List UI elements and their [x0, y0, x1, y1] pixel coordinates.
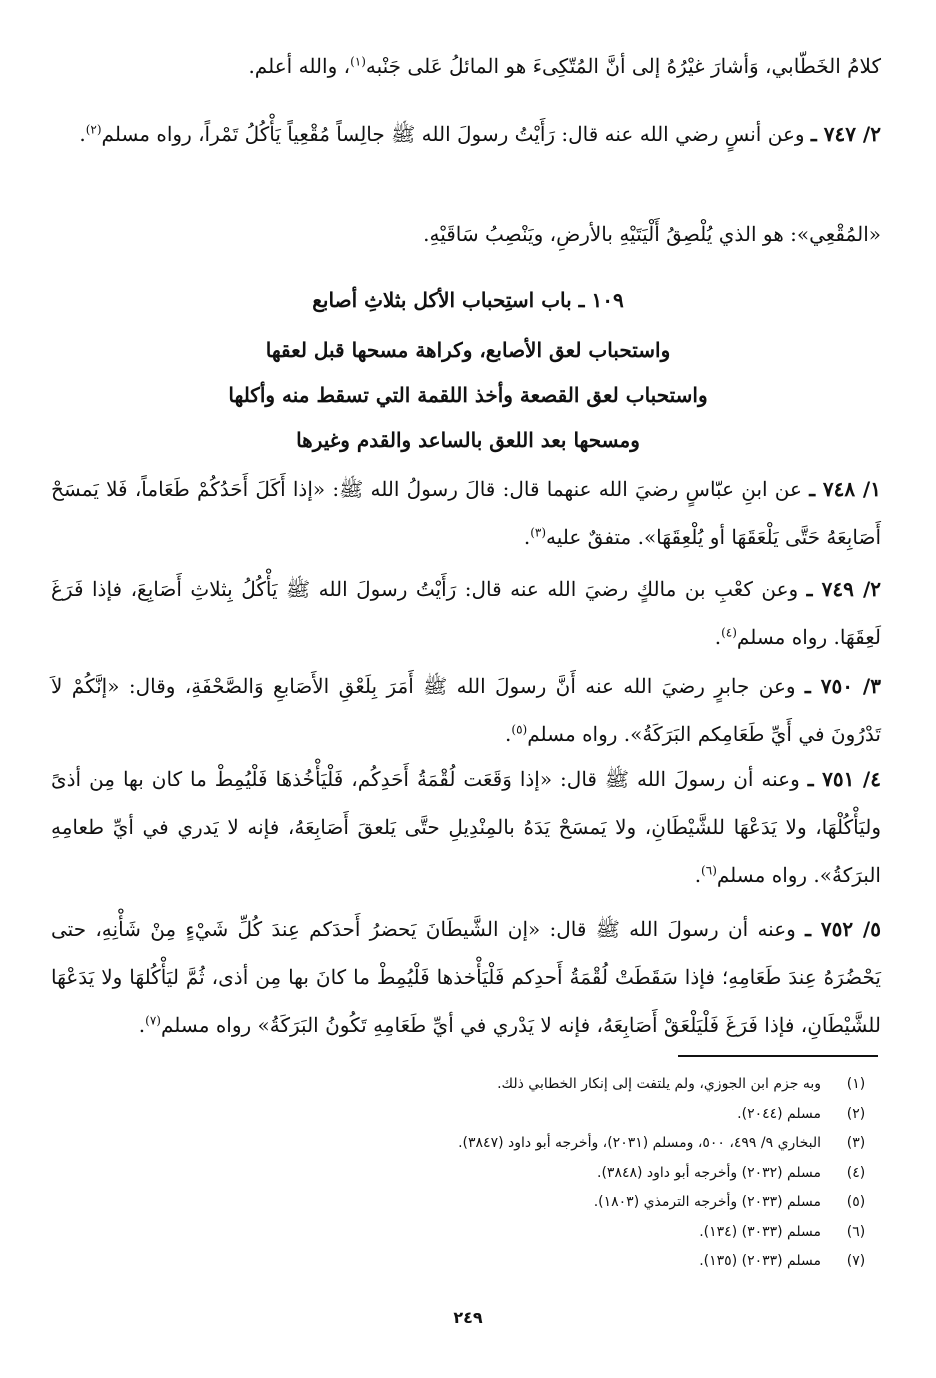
footnotes-section: [51, 1070, 881, 1277]
footnote-item: [51, 1100, 881, 1130]
footnote-marker: (١): [350, 54, 366, 69]
footnote-item: [51, 1218, 881, 1248]
footnote-divider: [678, 1055, 878, 1057]
footnote-text: مسلم (٢٠٣٣) وأخرجه الترمذي (١٨٠٣).: [593, 1194, 821, 1210]
chapter-title: ١٠٩ ـ باب استِحباب الأكل بثلاثِ أصابع: [312, 288, 624, 312]
hadith-number: ١/ ٧٤٨ ـ: [809, 477, 881, 501]
footnote-number: (٢): [846, 1105, 866, 1122]
word-definition: [51, 210, 881, 258]
hadith-text: وعنه أن رسولَ الله ﷺ قال: «إن الشَّيطَانَ يَحضرُ أَحدَكم عِندَ كُلِّ شَيْءٍ مِنْ شَأْنِهِ، حتى يَحْضُرَهُ عِندَ طَعَامِهِ؛ فإذا سَقَطَتْ لُقْمَةُ أَحدِكم فَلْيَأْخذها فَلْيُمِطْ ما كانَ بها مِن أذى، ثُمَّ ليَأْكُلهَا ولا يَدَعْهَا للشَّيْطَانِ، فإذا فَرَغَ فَلْيَلْعَقْ أَصَابِعَهُ، فإنه لا يَدْري في أيِّ طَعَامِهِ تَكُونُ البَرَكَةُ» رواه مسلم: [51, 917, 881, 1037]
definition-text: «المُقْعِي»: هو الذي يُلْصِقُ أَلْيَتَيْهِ بالأرضِ، ويَنْصِبُ سَاقَيْهِ.: [423, 222, 881, 246]
footnote-item: [51, 1188, 881, 1218]
paragraph-tail: ، والله أعلم.: [248, 54, 351, 78]
hadith-750: [51, 662, 881, 758]
paragraph-tail: .: [523, 525, 531, 549]
footnote-text: مسلم (٢٠٣٢) وأخرجه أبو داود (٣٨٤٨).: [597, 1164, 821, 1181]
footnote-marker: (٧): [145, 1013, 161, 1028]
footnote-marker: (٦): [701, 863, 717, 878]
footnote-text: مسلم (٢٠٤٤).: [737, 1105, 821, 1122]
hadith-749: [51, 565, 881, 661]
hadith-number: ٣/ ٧٥٠ ـ: [804, 674, 881, 698]
footnote-marker: (٥): [511, 722, 528, 737]
footnote-item: [51, 1129, 881, 1159]
hadith-number: ٢/ ٧٤٧ ـ: [810, 122, 881, 146]
footnote-text: وبه جزم ابن الجوزي، ولم يلتفت إلى إنكار الخطابي ذلك.: [497, 1076, 821, 1092]
hadith-748: [51, 465, 881, 561]
hadith-text: عن ابنِ عبّاسٍ رضيَ الله عنهما قال: قالَ رسولُ الله ﷺ: «إذا أَكَلَ أَحَدُكُمْ طَعَاماً، فَلا يَمسَحْ أَصَابِعَهُ حَتَّى يَلْعَقَهَا أو يُلْعِقَهَا». متفقٌ عليه: [51, 477, 881, 549]
footnote-number: (٦): [846, 1223, 866, 1240]
paragraph-tail: .: [79, 122, 86, 146]
footnote-marker: (٤): [721, 625, 737, 640]
hadith-number: ٤/ ٧٥١ ـ: [807, 767, 881, 791]
paragraph-tail: .: [505, 722, 512, 746]
hadith-number: ٢/ ٧٤٩ ـ: [806, 577, 881, 601]
chapter-subtitle-2: واستحباب لعق القصعة وأخذ اللقمة التي تسقط منه وأكلها: [228, 383, 708, 407]
footnote-text: مسلم (٢٠٣٣) (١٣٥).: [699, 1253, 821, 1269]
footnote-number: (١): [846, 1076, 866, 1092]
paragraph-text: كلامُ الخَطّابي، وَأشارَ غيْرُهُ إلى أنَّ المُتّكِىءَ هو المائلُ عَلى جَنْبه: [365, 54, 881, 78]
footnote-text: مسلم (٣٠٣٣) (١٣٤).: [699, 1223, 821, 1240]
hadith-752: [51, 905, 881, 1049]
hadith-text: وعن جابرٍ رضيَ الله عنه أَنَّ رسولَ الله ﷺ أَمَرَ بِلَعْقِ الأَصَابعِ وَالصَّحْفَةِ، وقال: «إنَّكُمْ لاَ تَدْرُونَ في أَيِّ طَعَامِكم البَرَكَةُ». رواه مسلم: [51, 674, 881, 746]
hadith-text: وعن كعْبِ بن مالكٍ رضيَ الله عنه قال: رَأَيْتُ رسولَ الله ﷺ يَأْكُلُ بِثلاثِ أَصَابِعَ، فإذا فَرَغَ لَعِقَهَا. رواه مسلم: [51, 577, 881, 649]
footnote-item: [51, 1159, 881, 1189]
footnote-marker: (٣): [530, 525, 547, 540]
footnote-number: (٥): [846, 1194, 866, 1210]
chapter-subtitle-1: واستحباب لعق الأصابع، وكراهة مسحها قبل لعقها: [265, 338, 671, 362]
footnote-number: (٣): [846, 1135, 866, 1151]
page-number: ٢٤٩: [453, 1308, 483, 1327]
paragraph-tail: .: [714, 625, 722, 649]
paragraph-tail: .: [694, 863, 702, 887]
hadith-text: وعن أنسٍ رضي الله عنه قال: رَأَيْتُ رسولَ الله ﷺ جالِساً مُقْعِياً يَأْكُلُ تَمْراً، رواه مسلم: [101, 122, 811, 146]
hadith-747: [51, 110, 881, 158]
paragraph-tail: .: [138, 1013, 146, 1037]
footnote-marker: (٢): [85, 122, 102, 137]
hadith-751: [51, 755, 881, 899]
footnote-item: [51, 1070, 881, 1100]
footnote-number: (٤): [846, 1164, 866, 1181]
hadith-number: ٥/ ٧٥٢ ـ: [805, 917, 881, 941]
footnote-text: البخاري ٩/ ٤٩٩، ٥٠٠، ومسلم (٢٠٣١)، وأخرجه أبو داود (٣٨٤٧).: [458, 1135, 821, 1151]
paragraph-intro: [51, 42, 881, 90]
chapter-subtitle-3: ومسحها بعد اللعق بالساعد والقدم وغيرها: [296, 428, 640, 452]
footnote-item: [51, 1247, 881, 1277]
hadith-text: وعنه أن رسولَ الله ﷺ قال: «إذا وَقَعَت لُقْمَةُ أَحَدِكُم، فَلْيَأْخُذهَا فَلْيُمِطْ ما كان بها مِن أذىً وليَأْكُلْهَا، ولا يَدَعْهَا للشَّيْطَانِ، ولا يَمسَحْ يَدَهُ بالمِنْدِيلِ حتَّى يَلعقَ أَصَابِعَهُ، فإنه لا يَدري في أيِّ طعامِهِ البرَكةُ». رواه مسلم: [51, 767, 881, 887]
footnote-number: (٧): [846, 1253, 866, 1269]
